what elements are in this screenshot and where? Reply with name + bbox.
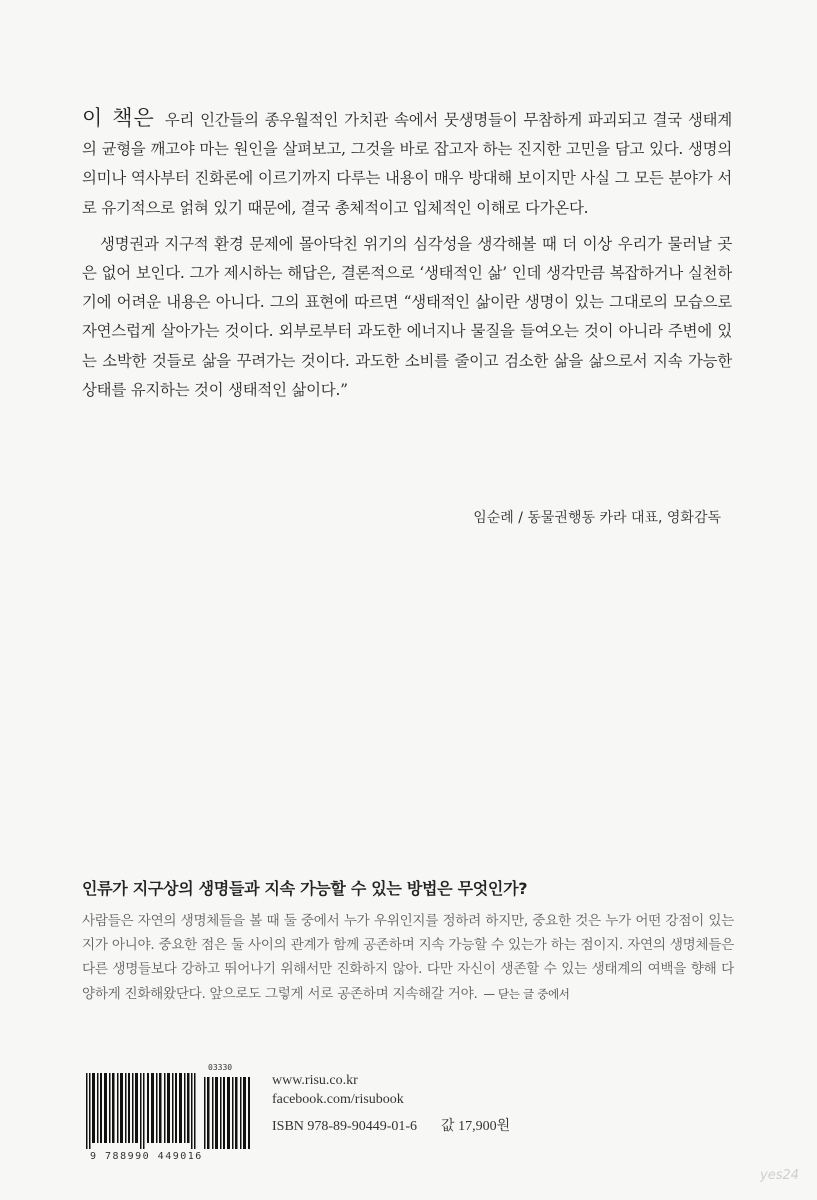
review-lead: 이 책은 [82,106,155,130]
price-text: 값 17,900원 [441,1119,511,1134]
barcode-addon-bars [204,1073,252,1149]
barcode-main-bars [86,1073,198,1149]
barcode-addon-number: 03330 [208,1063,233,1072]
review-paragraph-1 [82,104,732,223]
isbn-text: ISBN 978-89-90449-01-6 [272,1119,418,1134]
excerpt-source: — 닫는 글 중에서 [483,986,570,1001]
review-paragraph-2: 생명권과 지구적 환경 문제에 몰아닥친 위기의 심각성을 생각해볼 때 더 이상 우리가 물러날 곳은 없어 보인다. 그가 제시하는 해답은, 결론적으로 ‘생태적인 삶’ 인데 생각만큼 복잡하거나 실천하기에 어려운 내용은 아니다. 그의 표현에 따르면 “생태적인 삶이란 생명이 있는 그대로의 모습으로 자연스럽게 살아가는 것이다. 외부로부터 과도한 에너지나 물질을 들여오는 것이 아니라 주변에 있는 소박한 것들로 삶을 꾸려가는 것이다. 과도한 소비를 줄이고 검소한 삶을 삶으로서 지속 가능한 상태를 유지하는 것이 생태적인 삶이다.” [82,234,732,399]
isbn-barcode [86,1063,256,1163]
watermark-logo: yes24 [760,1168,800,1183]
review-attribution: 임순례 / 동물권행동 카라 대표, 영화감독 [473,510,721,526]
review-paragraph-1-text: 우리 인간들의 종우월적인 가치관 속에서 뭇생명들이 무참하게 파괴되고 결국 생태계의 균형을 깨고야 마는 원인을 살펴보고, 그것을 바로 잡고자 하는 진지한 고민을 담고 있다. 생명의 의미나 역사부터 진화론에 이르기까지 다루는 내용이 매우 방대해 보이지만 사실 그 모든 분야가 서로 유기적으로 얽혀 있기 때문에, 결국 총체적이고 입체적인 이해로 다가온다. [82,111,732,217]
isbn-price-line [272,1117,510,1136]
publisher-info [272,1071,510,1136]
review-section [82,104,732,405]
excerpt-text: 사람들은 자연의 생명체들을 볼 때 둘 중에서 누가 우위인지를 정하려 하지만, 중요한 것은 누가 어떤 강점이 있는지가 아니야. 중요한 점은 둘 사이의 관계가 함께 공존하며 지속 가능할 수 있는가 하는 점이지. 자연의 생명체들은 다른 생명들보다 강하고 뛰어나기 위해서만 진화하지 않아. 다만 자신이 생존할 수 있는 생태계의 여백을 향해 다양하게 진화해왔단다. 앞으로도 그렇게 서로 공존하며 지속해갈 거야. [82,913,734,1002]
publisher-facebook: facebook.com/risubook [272,1092,404,1107]
publisher-website: www.risu.co.kr [272,1073,358,1088]
barcode-number: 9 788990 449016 [90,1151,203,1162]
excerpt-headline: 인류가 지구상의 생명들과 지속 가능할 수 있는 방법은 무엇인가? [82,879,528,898]
excerpt-body [82,909,734,1006]
